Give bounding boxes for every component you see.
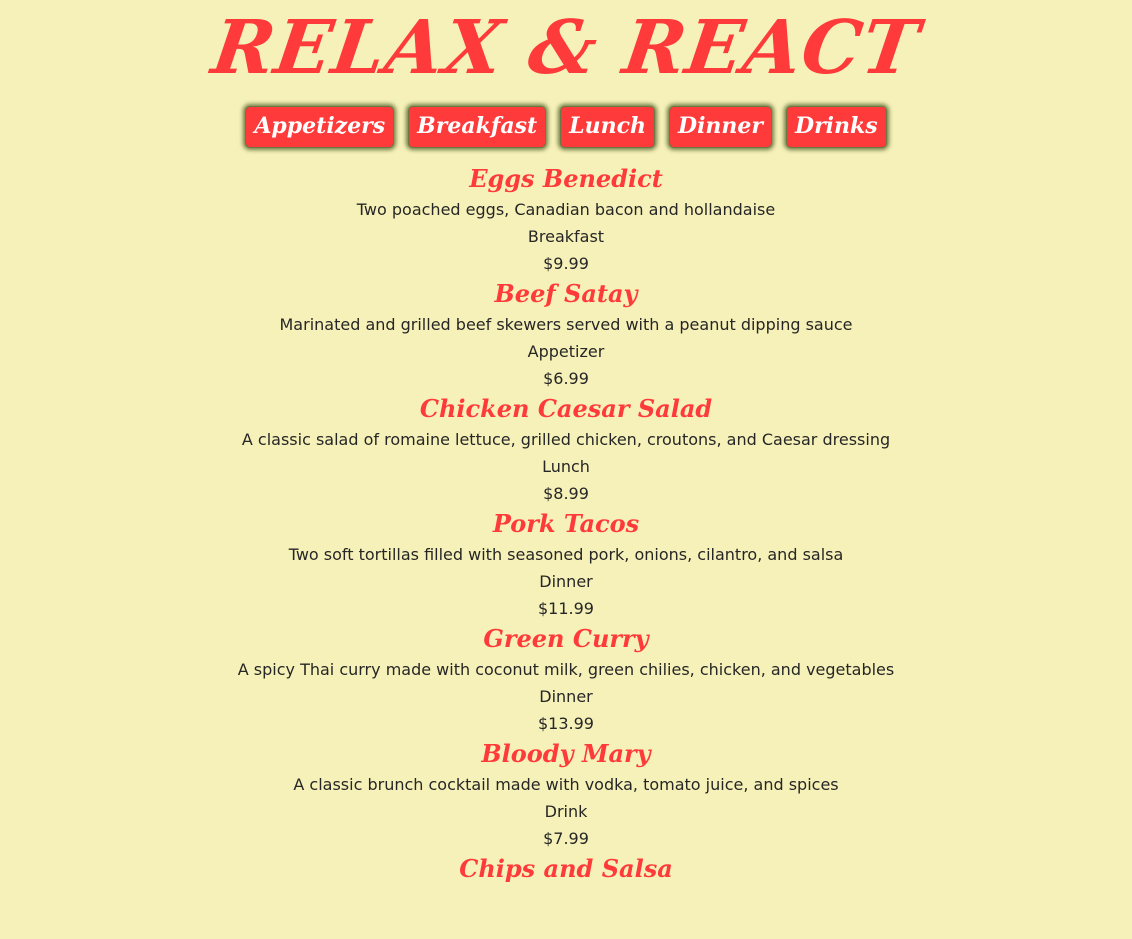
menu-item-description: Two poached eggs, Canadian bacon and hollandaise: [356, 200, 776, 219]
menu-item-name: Eggs Benedict: [469, 164, 663, 193]
menu-item-price: $9.99: [543, 254, 589, 273]
menu-item-category: Breakfast: [527, 227, 605, 246]
menu-item-category: Drink: [544, 802, 588, 821]
menu-item-description: Two soft tortillas filled with seasoned pork, onions, cilantro, and salsa: [288, 545, 844, 564]
menu-item-name: Chicken Caesar Salad: [419, 394, 713, 423]
category-nav: [0, 104, 1132, 150]
menu-item-name: Green Curry: [483, 624, 649, 653]
menu-item-category: Appetizer: [527, 342, 605, 361]
menu-item-category: Dinner: [539, 687, 593, 706]
menu-item-category: Lunch: [542, 457, 590, 476]
menu-item-bloody-mary: [0, 737, 1132, 852]
menu-item-price: $8.99: [543, 484, 589, 503]
nav-button-drinks[interactable]: Drinks: [787, 107, 886, 147]
nav-button-breakfast[interactable]: Breakfast: [409, 107, 545, 147]
menu-item-green-curry: [0, 622, 1132, 737]
menu-item-eggs-benedict: [0, 162, 1132, 277]
menu-item-description: A classic brunch cocktail made with vodka, tomato juice, and spices: [293, 775, 839, 794]
menu-item-price: $11.99: [538, 599, 594, 618]
menu-item-price: $13.99: [538, 714, 594, 733]
menu-item-chicken-caesar-salad: [0, 392, 1132, 507]
menu-item-price: $6.99: [543, 369, 589, 388]
menu-item-name: Pork Tacos: [492, 509, 640, 538]
site-title: RELAX & REACT: [206, 5, 925, 91]
menu-item-beef-satay: [0, 277, 1132, 392]
menu-item-name: Chips and Salsa: [459, 854, 673, 883]
menu-item-price: $7.99: [543, 829, 589, 848]
menu-item-category: Dinner: [539, 572, 593, 591]
nav-button-dinner[interactable]: Dinner: [670, 107, 771, 147]
menu-item-description: A spicy Thai curry made with coconut milk, green chilies, chicken, and vegetables: [237, 660, 895, 679]
menu-item-description: Marinated and grilled beef skewers served with a peanut dipping sauce: [279, 315, 853, 334]
nav-button-lunch[interactable]: Lunch: [561, 107, 654, 147]
nav-button-appetizers[interactable]: Appetizers: [246, 107, 393, 147]
menu-item-name: Beef Satay: [494, 279, 638, 308]
menu-item-description: A classic salad of romaine lettuce, grilled chicken, croutons, and Caesar dressing: [241, 430, 891, 449]
menu-list: [0, 162, 1132, 886]
menu-item-chips-and-salsa: [0, 852, 1132, 886]
menu-item-pork-tacos: [0, 507, 1132, 622]
menu-item-name: Bloody Mary: [481, 739, 651, 768]
